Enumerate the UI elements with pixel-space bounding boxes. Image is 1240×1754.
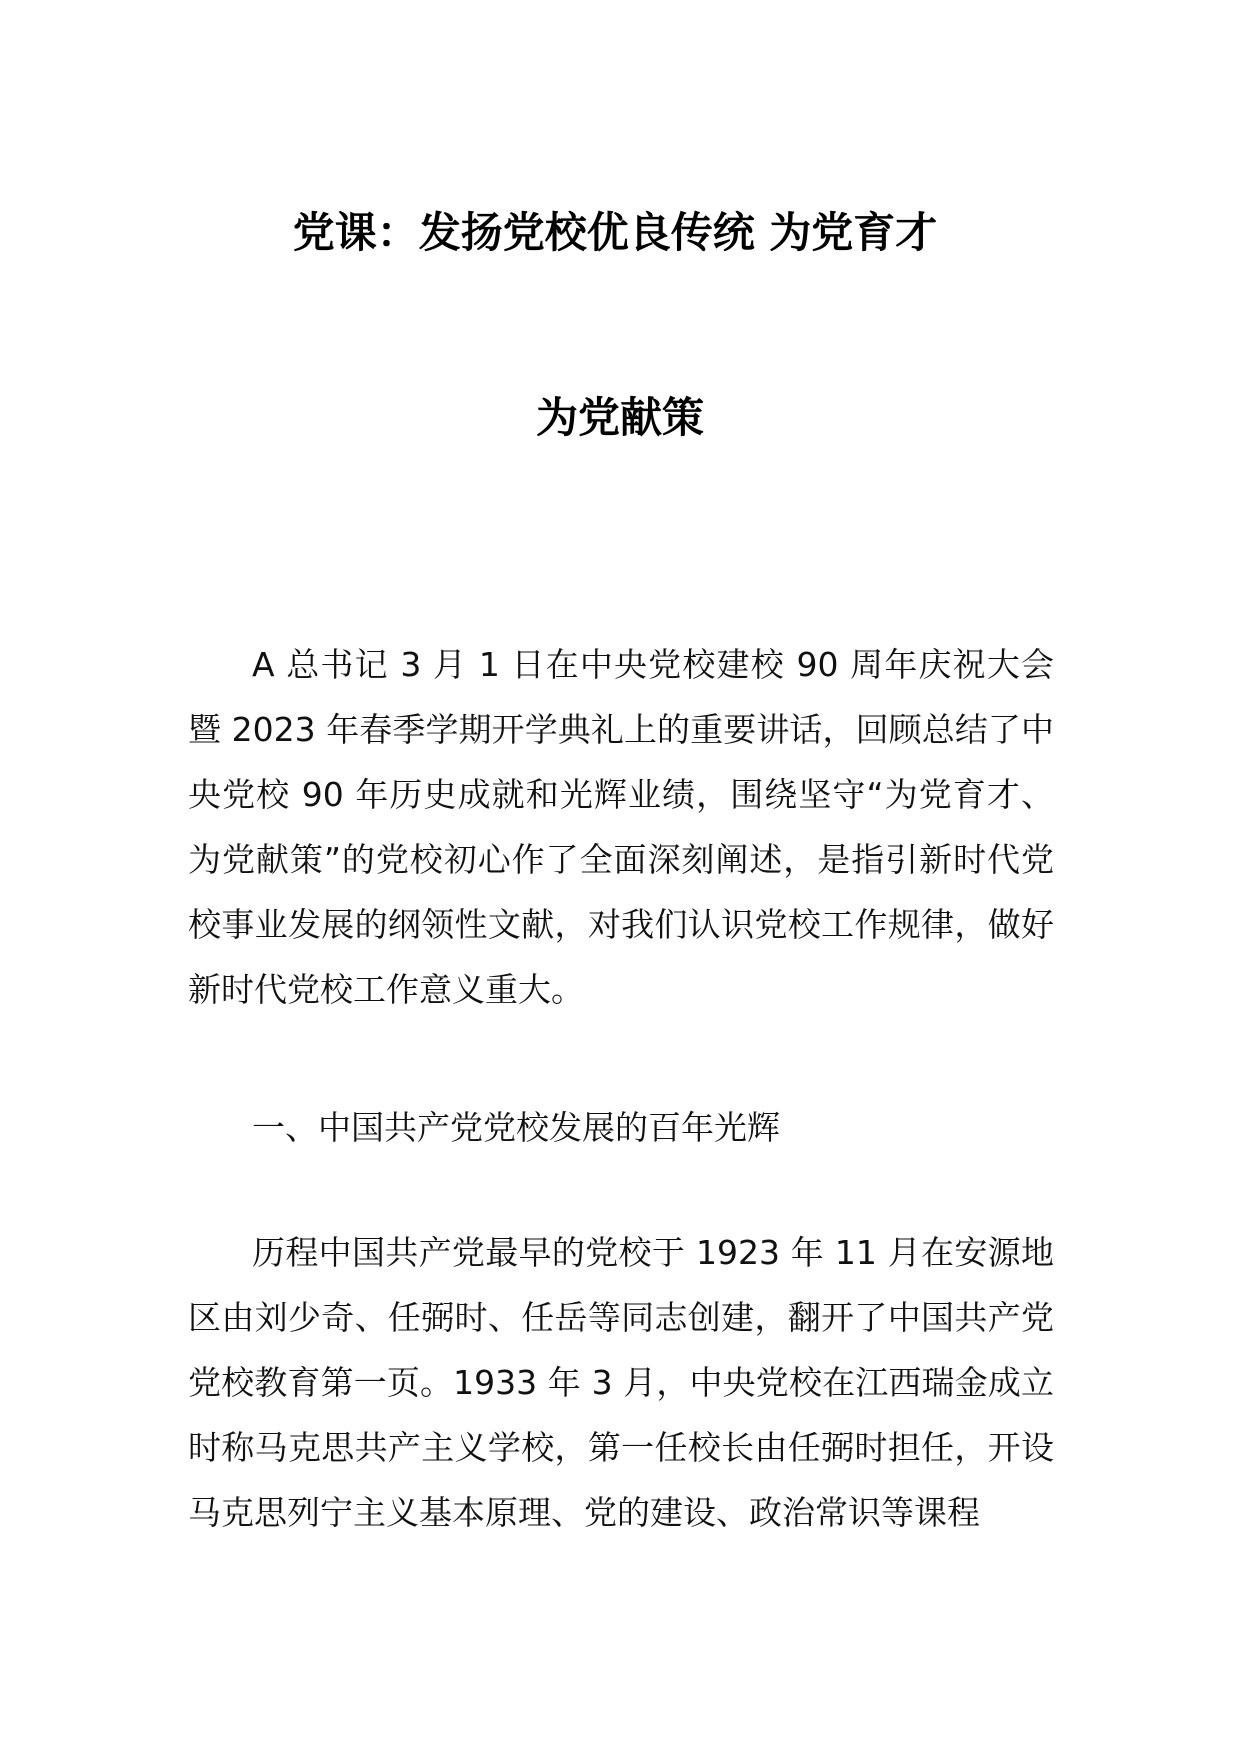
section-heading: 一、中国共产党党校发展的百年光辉 [252, 1108, 780, 1147]
document-title-line-2: 为党献策 [535, 393, 704, 442]
history-paragraph: 历程中国共产党最早的党校于 1923 年 11 月在安源地区由刘少奇、任弼时、任岳等同志创建，翻开了中国共产党党校教育第一页。1933 年 3 月，中央党校在江西瑞金成立时称马克思共产主义学校，第一任校长由任弼时担任，开设马克思列宁主义基本原理、党的建设、政治常识等课程 [188, 1233, 1054, 1532]
document-title-line-1: 党课：发扬党校优良传统 为党育才 [292, 208, 938, 257]
intro-paragraph: A 总书记 3 月 1 日在中央党校建校 90 周年庆祝大会暨 2023 年春季学期开学典礼上的重要讲话，回顾总结了中央党校 90 年历史成就和光辉业绩，围绕坚守“为党育才、为党献策”的党校初心作了全面深刻阐述，是指引新时代党校事业发展的纲领性文献，对我们认识党校工作规律，做好新时代党校工作意义重大。 [188, 645, 1054, 1009]
